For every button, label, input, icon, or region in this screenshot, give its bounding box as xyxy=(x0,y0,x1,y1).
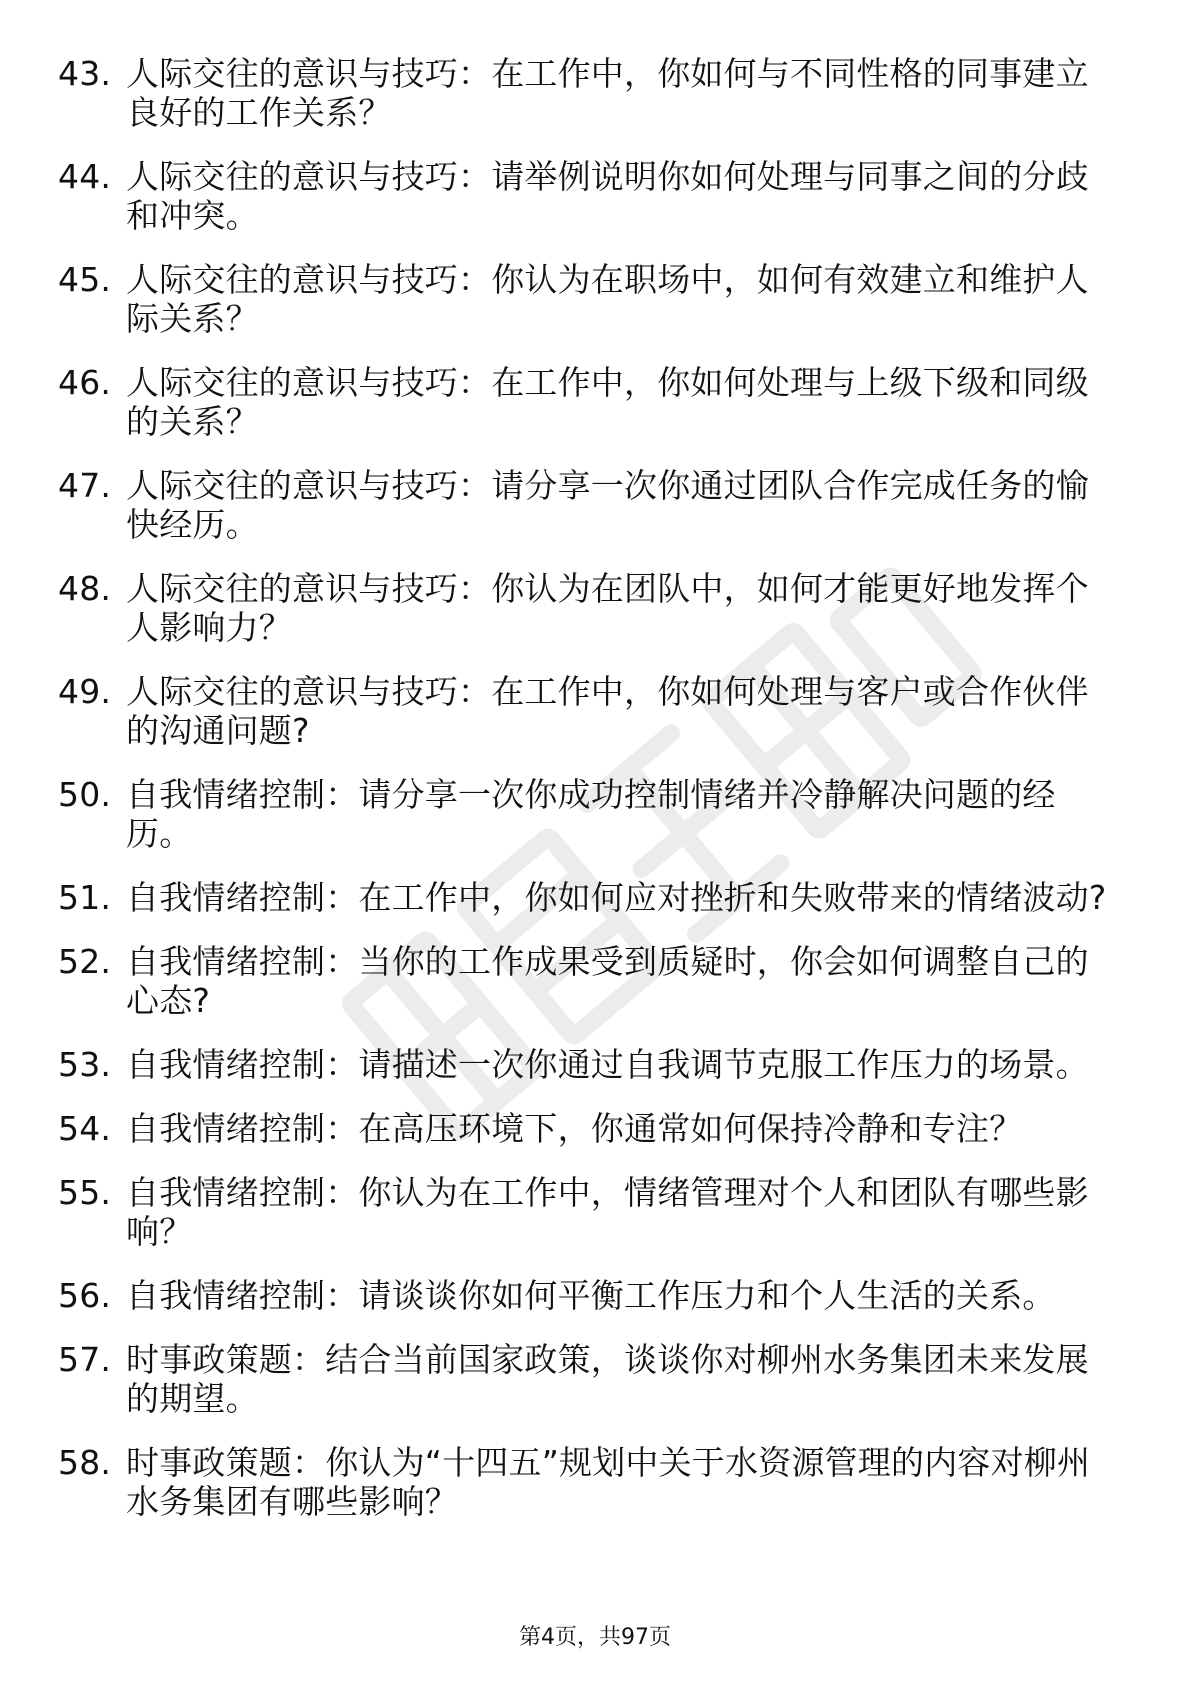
question-text: 自我情绪控制：在工作中，你如何应对挫折和失败带来的情绪波动? xyxy=(126,878,1107,917)
question-number: 49. xyxy=(58,672,112,711)
question-text: 人际交往的意识与技巧：你认为在职场中，如何有效建立和维护人际关系？ xyxy=(126,260,1089,338)
question-item xyxy=(58,1045,1118,1084)
question-number: 44. xyxy=(58,157,112,196)
question-text: 时事政策题：结合当前国家政策，谈谈你对柳州水务集团未来发展的期望。 xyxy=(126,1340,1089,1418)
question-number: 45. xyxy=(58,260,112,299)
question-item xyxy=(58,569,1118,647)
question-text: 自我情绪控制：请描述一次你通过自我调节克服工作压力的场景。 xyxy=(126,1045,1089,1084)
question-item xyxy=(58,672,1118,750)
question-item xyxy=(58,878,1118,917)
question-number: 54. xyxy=(58,1109,112,1148)
question-item xyxy=(58,1276,1118,1315)
question-item xyxy=(58,942,1118,1020)
question-item xyxy=(58,1340,1118,1418)
question-item xyxy=(58,54,1118,132)
question-text: 人际交往的意识与技巧：你认为在团队中，如何才能更好地发挥个人影响力？ xyxy=(126,569,1089,647)
question-text: 自我情绪控制：请分享一次你成功控制情绪并冷静解决问题的经历。 xyxy=(126,775,1056,853)
question-number: 55. xyxy=(58,1173,112,1212)
question-text: 人际交往的意识与技巧：在工作中，你如何处理与上级下级和同级的关系？ xyxy=(126,363,1089,441)
question-item xyxy=(58,1443,1118,1521)
question-text: 人际交往的意识与技巧：请分享一次你通过团队合作完成任务的愉快经历。 xyxy=(126,466,1089,544)
question-item xyxy=(58,157,1118,235)
question-text: 人际交往的意识与技巧：在工作中，你如何与不同性格的同事建立良好的工作关系？ xyxy=(126,54,1089,132)
question-number: 47. xyxy=(58,466,112,505)
question-number: 50. xyxy=(58,775,112,814)
question-number: 51. xyxy=(58,878,112,917)
question-text: 自我情绪控制：在高压环境下，你通常如何保持冷静和专注？ xyxy=(126,1109,1023,1148)
question-number: 58. xyxy=(58,1443,112,1482)
question-text: 人际交往的意识与技巧：请举例说明你如何处理与同事之间的分歧和冲突。 xyxy=(126,157,1089,235)
question-text: 自我情绪控制：请谈谈你如何平衡工作压力和个人生活的关系。 xyxy=(126,1276,1056,1315)
question-item xyxy=(58,1173,1118,1251)
question-text: 自我情绪控制：你认为在工作中，情绪管理对个人和团队有哪些影响？ xyxy=(126,1173,1089,1251)
question-text: 时事政策题：你认为“十四五”规划中关于水资源管理的内容对柳州水务集团有哪些影响？ xyxy=(126,1443,1091,1521)
question-item xyxy=(58,363,1118,441)
question-item xyxy=(58,775,1118,853)
question-number: 53. xyxy=(58,1045,112,1084)
question-item xyxy=(58,466,1118,544)
question-item xyxy=(58,260,1118,338)
question-number: 57. xyxy=(58,1340,112,1379)
page-footer: 第4页，共97页 xyxy=(519,1625,671,1650)
question-item xyxy=(58,1109,1118,1148)
question-list xyxy=(58,54,1118,1546)
question-number: 56. xyxy=(58,1276,112,1315)
question-number: 43. xyxy=(58,54,112,93)
question-text: 人际交往的意识与技巧：在工作中，你如何处理与客户或合作伙伴的沟通问题? xyxy=(126,672,1089,750)
question-number: 48. xyxy=(58,569,112,608)
question-number: 46. xyxy=(58,363,112,402)
question-text: 自我情绪控制：当你的工作成果受到质疑时，你会如何调整自己的心态? xyxy=(126,942,1089,1020)
question-number: 52. xyxy=(58,942,112,981)
